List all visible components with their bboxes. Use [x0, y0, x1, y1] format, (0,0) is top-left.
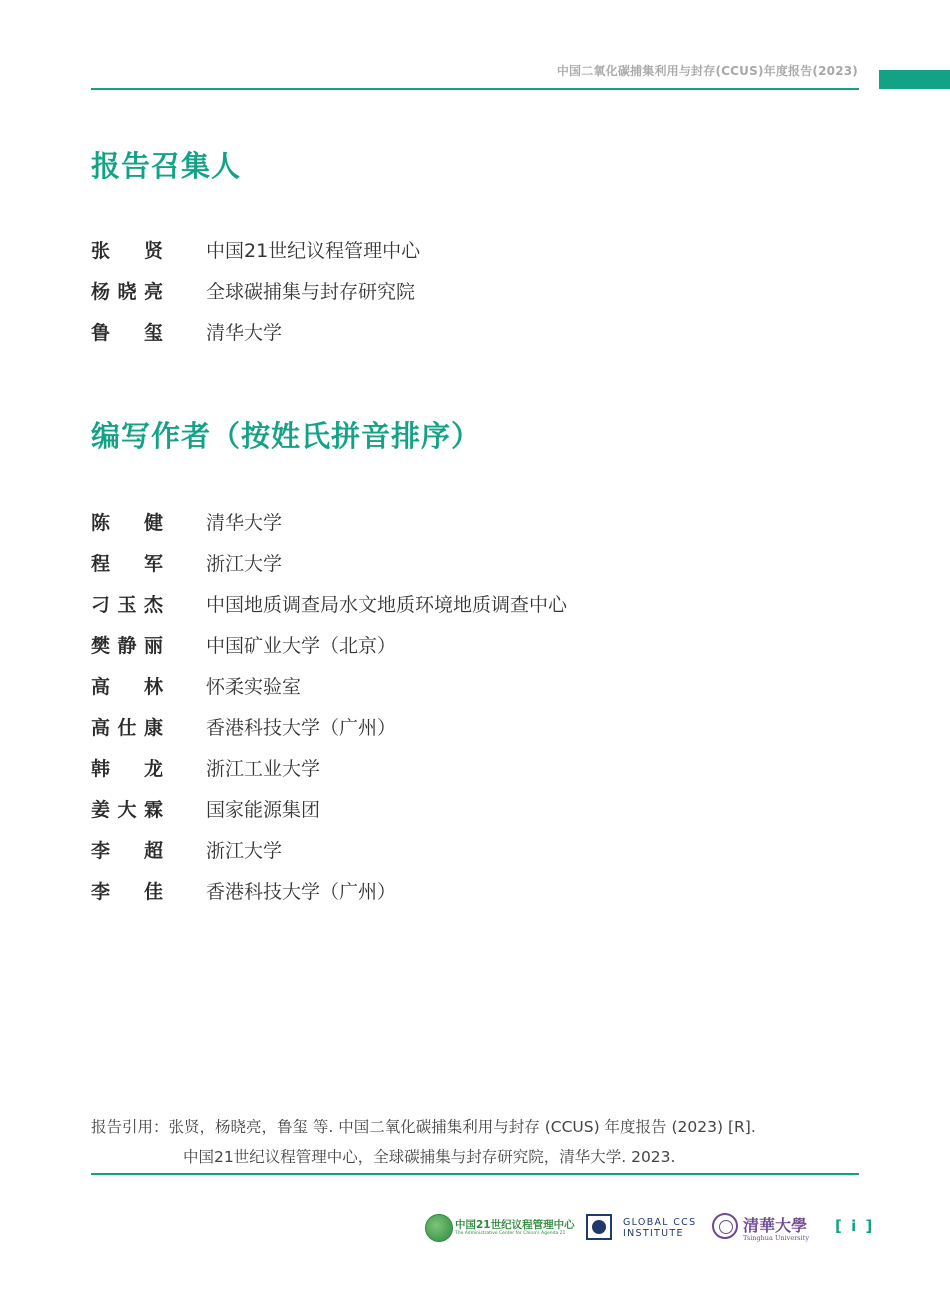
- person-org: 香港科技大学（广州）: [206, 717, 397, 739]
- gcci-mark-icon: [586, 1214, 612, 1240]
- person-org: 清华大学: [206, 322, 283, 344]
- author-row: [91, 672, 851, 700]
- author-row: [91, 877, 851, 905]
- tsinghua-logo-cn: 清華大學: [743, 1216, 808, 1235]
- author-row: [91, 836, 851, 864]
- person-org: 香港科技大学（广州）: [206, 881, 397, 903]
- person-org: 浙江大学: [206, 553, 283, 575]
- citation: [91, 1112, 861, 1172]
- agenda21-logo-en: The Administrative Center for China's Agenda 21: [455, 1231, 566, 1236]
- tsinghua-logo: [712, 1212, 812, 1244]
- person-name: 韩龙: [91, 758, 163, 780]
- agenda21-logo: [425, 1212, 575, 1244]
- gcci-logo: [586, 1212, 696, 1244]
- convener-row: [91, 277, 851, 305]
- author-row: [91, 795, 851, 823]
- person-org: 国家能源集团: [206, 799, 321, 821]
- person-name: 李超: [91, 840, 163, 862]
- authors-heading: 编写作者（按姓氏拼音排序）: [91, 419, 482, 453]
- person-name: 杨晓亮: [91, 281, 163, 303]
- tsinghua-logo-en: Tsinghua University: [743, 1234, 810, 1242]
- globe-icon: [425, 1214, 453, 1242]
- person-name: 李佳: [91, 881, 163, 903]
- person-org: 浙江工业大学: [206, 758, 321, 780]
- author-row: [91, 754, 851, 782]
- person-org: 清华大学: [206, 512, 283, 534]
- person-name: 张贤: [91, 240, 163, 262]
- person-name: 鲁玺: [91, 322, 163, 344]
- person-org: 怀柔实验室: [206, 676, 302, 698]
- person-name: 刁玉杰: [91, 594, 163, 616]
- person-org: 中国地质调查局水文地质环境地质调查中心: [206, 594, 568, 616]
- author-row: [91, 631, 851, 659]
- convener-row: [91, 318, 851, 346]
- convener-row: [91, 236, 851, 264]
- person-org: 中国矿业大学（北京）: [206, 635, 397, 657]
- page-number: [ i ]: [835, 1217, 875, 1235]
- author-row: [91, 549, 851, 577]
- person-name: 高仕康: [91, 717, 163, 739]
- header-tab: [879, 70, 950, 89]
- person-name: 陈健: [91, 512, 163, 534]
- person-org: 浙江大学: [206, 840, 283, 862]
- gcci-logo-line-2: INSTITUTE: [623, 1228, 684, 1239]
- gcci-logo-line-1: GLOBAL CCS: [623, 1217, 697, 1228]
- person-org: 中国21世纪议程管理中心: [206, 240, 421, 262]
- citation-line-1: 报告引用：张贤，杨晓亮，鲁玺 等. 中国二氧化碳捕集利用与封存 (CCUS) 年度报告 (2023) [R].: [91, 1118, 756, 1136]
- person-name: 高林: [91, 676, 163, 698]
- footer-rule: [91, 1173, 859, 1175]
- conveners-heading: 报告召集人: [91, 149, 242, 183]
- person-name: 樊静丽: [91, 635, 163, 657]
- person-name: 程军: [91, 553, 163, 575]
- person-org: 全球碳捕集与封存研究院: [206, 281, 416, 303]
- citation-line-2: 中国21世纪议程管理中心，全球碳捕集与封存研究院，清华大学. 2023.: [183, 1148, 676, 1166]
- agenda21-logo-cn: 中国21世纪议程管理中心: [455, 1219, 575, 1231]
- header-rule: [91, 88, 859, 90]
- author-row: [91, 508, 851, 536]
- author-row: [91, 713, 851, 741]
- tsinghua-seal-icon: [712, 1213, 738, 1239]
- header-title: 中国二氧化碳捕集利用与封存(CCUS)年度报告(2023): [556, 64, 858, 78]
- person-name: 姜大霖: [91, 799, 163, 821]
- author-row: [91, 590, 851, 618]
